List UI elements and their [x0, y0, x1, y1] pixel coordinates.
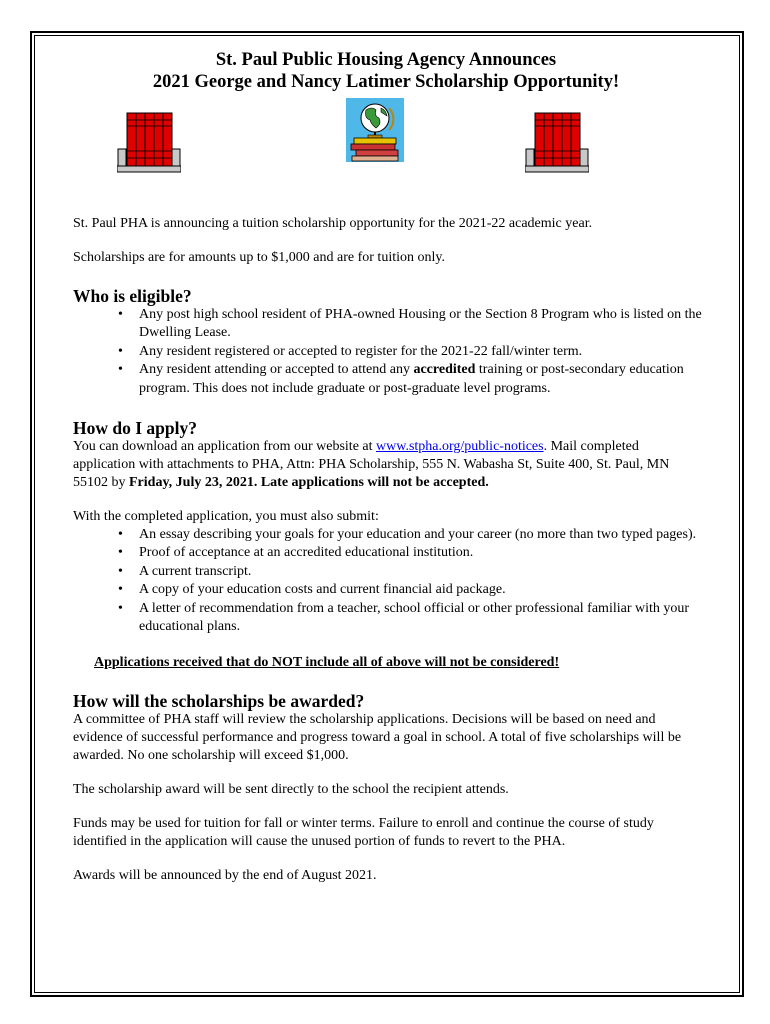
list-item: • A letter of recommendation from a teacher, school official or other professional familiar with your educational plans. — [139, 600, 703, 637]
eligible-heading: Who is eligible? — [73, 286, 192, 306]
award-paragraph-3: Funds may be used for tuition for fall or winter terms. Failure to enroll and continue the course of study identified in the application will cause the unused portion of funds to revert to the PHA. — [73, 816, 654, 850]
apply-deadline: Friday, July 23, 2021. Late applications will not be accepted. — [129, 475, 489, 491]
list-item: • Any post high school resident of PHA-owned Housing or the Section 8 Program who is listed on the Dwelling Lease. — [139, 306, 703, 343]
award-paragraph-4: Awards will be announced by the end of August 2021. — [73, 868, 377, 884]
list-item: • Proof of acceptance at an accredited educational institution. — [139, 544, 703, 562]
clipart-row — [73, 93, 703, 215]
apply-paragraph — [73, 438, 703, 492]
intro-paragraph-2: Scholarships are for amounts up to $1,000 and are for tuition only. — [73, 250, 445, 265]
page-title — [69, 49, 703, 93]
title-line-2: 2021 George and Nancy Latimer Scholarship Opportunity! — [152, 72, 620, 92]
list-item-emphasis: accredited — [413, 362, 476, 378]
eligible-list — [73, 306, 703, 398]
apply-heading: How do I apply? — [73, 418, 197, 439]
flyer-content — [73, 49, 703, 885]
globe-books-icon — [346, 98, 404, 162]
list-item: • A copy of your education costs and current financial aid package. — [139, 581, 703, 599]
bookshelf-left-icon — [117, 111, 181, 173]
list-item-text: Any resident attending or accepted to attend any — [139, 362, 414, 378]
submit-intro: With the completed application, you must also submit: — [73, 509, 379, 525]
award-paragraph-1: A committee of PHA staff will review the scholarship applications. Decisions will be based on need and evidence of successful performance and progress toward a goal in school. A total of five scholarships will be awarded. No one scholarship will exceed $1,000. — [73, 712, 682, 764]
intro-paragraph-1: St. Paul PHA is announcing a tuition scholarship opportunity for the 2021-22 academic year. — [73, 216, 593, 231]
list-item: • An essay describing your goals for your education and your career (no more than two typed pages). — [139, 526, 703, 544]
award-paragraph-2: The scholarship award will be sent directly to the school the recipient attends. — [73, 782, 509, 798]
apply-text: . Mail completed application with attachments to PHA, Attn: PHA Scholarship, 555 N. Wabasha St, Suite 400, St. Paul, MN 55102 by — [73, 439, 670, 491]
submit-list — [73, 526, 703, 636]
list-item: • Any resident registered or accepted to register for the 2021-22 fall/winter term. — [139, 343, 703, 361]
title-line-1: St. Paul Public Housing Agency Announces — [215, 50, 557, 70]
list-item-text: training or post-secondary education program. This does not include graduate or post-graduate level programs. — [139, 362, 684, 396]
bookshelf-right-icon — [525, 111, 589, 173]
public-notices-link[interactable]: www.stpha.org/public-notices — [376, 439, 544, 455]
list-item — [139, 361, 703, 398]
award-heading: How will the scholarships be awarded? — [73, 691, 365, 712]
apply-text: You can download an application from our website at — [73, 439, 377, 455]
list-item: • A current transcript. — [139, 563, 703, 581]
incomplete-warning: Applications received that do NOT include all of above will not be considered! — [94, 655, 560, 671]
